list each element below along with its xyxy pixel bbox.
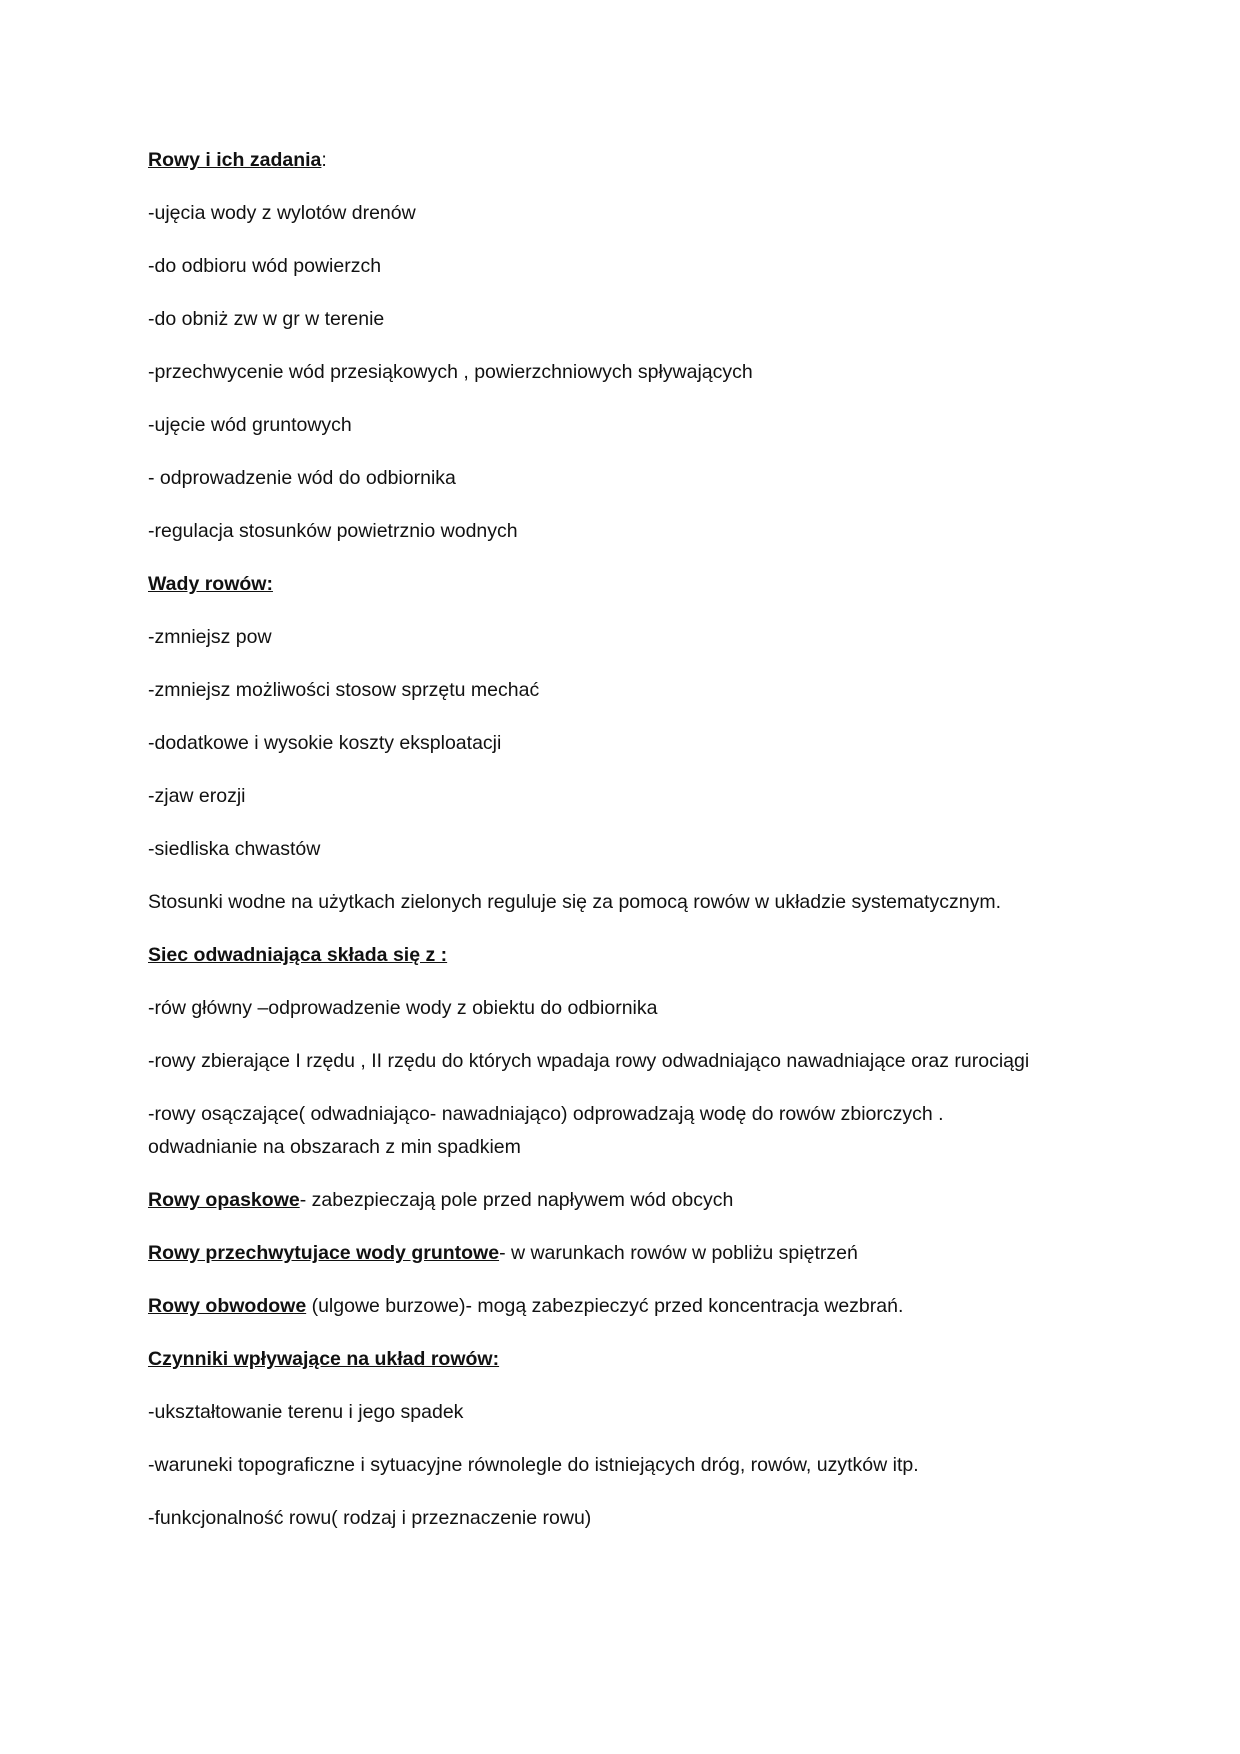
section-heading: Rowy i ich zadania [148, 149, 322, 171]
definition-text: - w warunkach rowów w pobliżu spiętrzeń [499, 1242, 858, 1264]
definition-line [148, 1237, 1108, 1270]
list-item: -zjaw erozji [148, 785, 246, 807]
list-item: -przechwycenie wód przesiąkowych , powierzchniowych spływających [148, 361, 753, 383]
list-item: -regulacja stosunków powietrznio wodnych [148, 520, 518, 542]
section-heading-line [148, 568, 1108, 601]
list-item: -rów główny –odprowadzenie wody z obiektu do odbiornika [148, 997, 658, 1019]
paragraph: Stosunki wodne na użytkach zielonych reguluje się za pomocą rowów w układzie systematycznym. [148, 891, 1001, 913]
section-heading: Siec odwadniająca składa się z : [148, 944, 448, 966]
section-heading: Czynniki wpływające na układ rowów: [148, 1348, 500, 1370]
list-item: -ujęcie wód gruntowych [148, 414, 352, 436]
list-item: -rowy osączające( odwadniająco- nawadniająco) odprowadzają wodę do rowów zbiorczych . odwadnianie na obszarach z min spadkiem [148, 1103, 944, 1158]
list-item: -funkcjonalność rowu( rodzaj i przeznaczenie rowu) [148, 1507, 592, 1529]
document-page [148, 144, 1108, 1555]
list-item: -waruneki topograficzne i sytuacyjne równolegle do istniejących dróg, rowów, uzytków itp. [148, 1454, 919, 1476]
list-item: -ukształtowanie terenu i jego spadek [148, 1401, 464, 1423]
list-item: -zmniejsz możliwości stosow sprzętu mechać [148, 679, 540, 701]
definition-line [148, 1290, 1108, 1323]
list-item: -ujęcia wody z wylotów drenów [148, 202, 416, 224]
list-item: - odprowadzenie wód do odbiornika [148, 467, 456, 489]
list-item: -do obniż zw w gr w terenie [148, 308, 385, 330]
definition-term: Rowy obwodowe [148, 1295, 307, 1317]
definition-term: Rowy opaskowe [148, 1189, 300, 1211]
section-heading-line [148, 1343, 1108, 1376]
definition-text: - zabezpieczają pole przed napływem wód obcych [299, 1189, 734, 1211]
definition-term: Rowy przechwytujace wody gruntowe [148, 1242, 500, 1264]
list-item: -dodatkowe i wysokie koszty eksploatacji [148, 732, 502, 754]
definition-line [148, 1184, 1108, 1217]
section-heading-line [148, 144, 1108, 177]
list-item: -rowy zbierające I rzędu , II rzędu do których wpadaja rowy odwadniająco nawadniające oraz rurociągi [148, 1050, 1030, 1072]
section-heading: Wady rowów: [148, 573, 273, 595]
definition-text: (ulgowe burzowe)- mogą zabezpieczyć przed koncentracja wezbrań. [306, 1295, 904, 1317]
list-item: -siedliska chwastów [148, 838, 321, 860]
list-item: -do odbioru wód powierzch [148, 255, 382, 277]
heading-colon: : [321, 149, 327, 171]
section-heading-line [148, 939, 1108, 972]
list-item: -zmniejsz pow [148, 626, 272, 648]
